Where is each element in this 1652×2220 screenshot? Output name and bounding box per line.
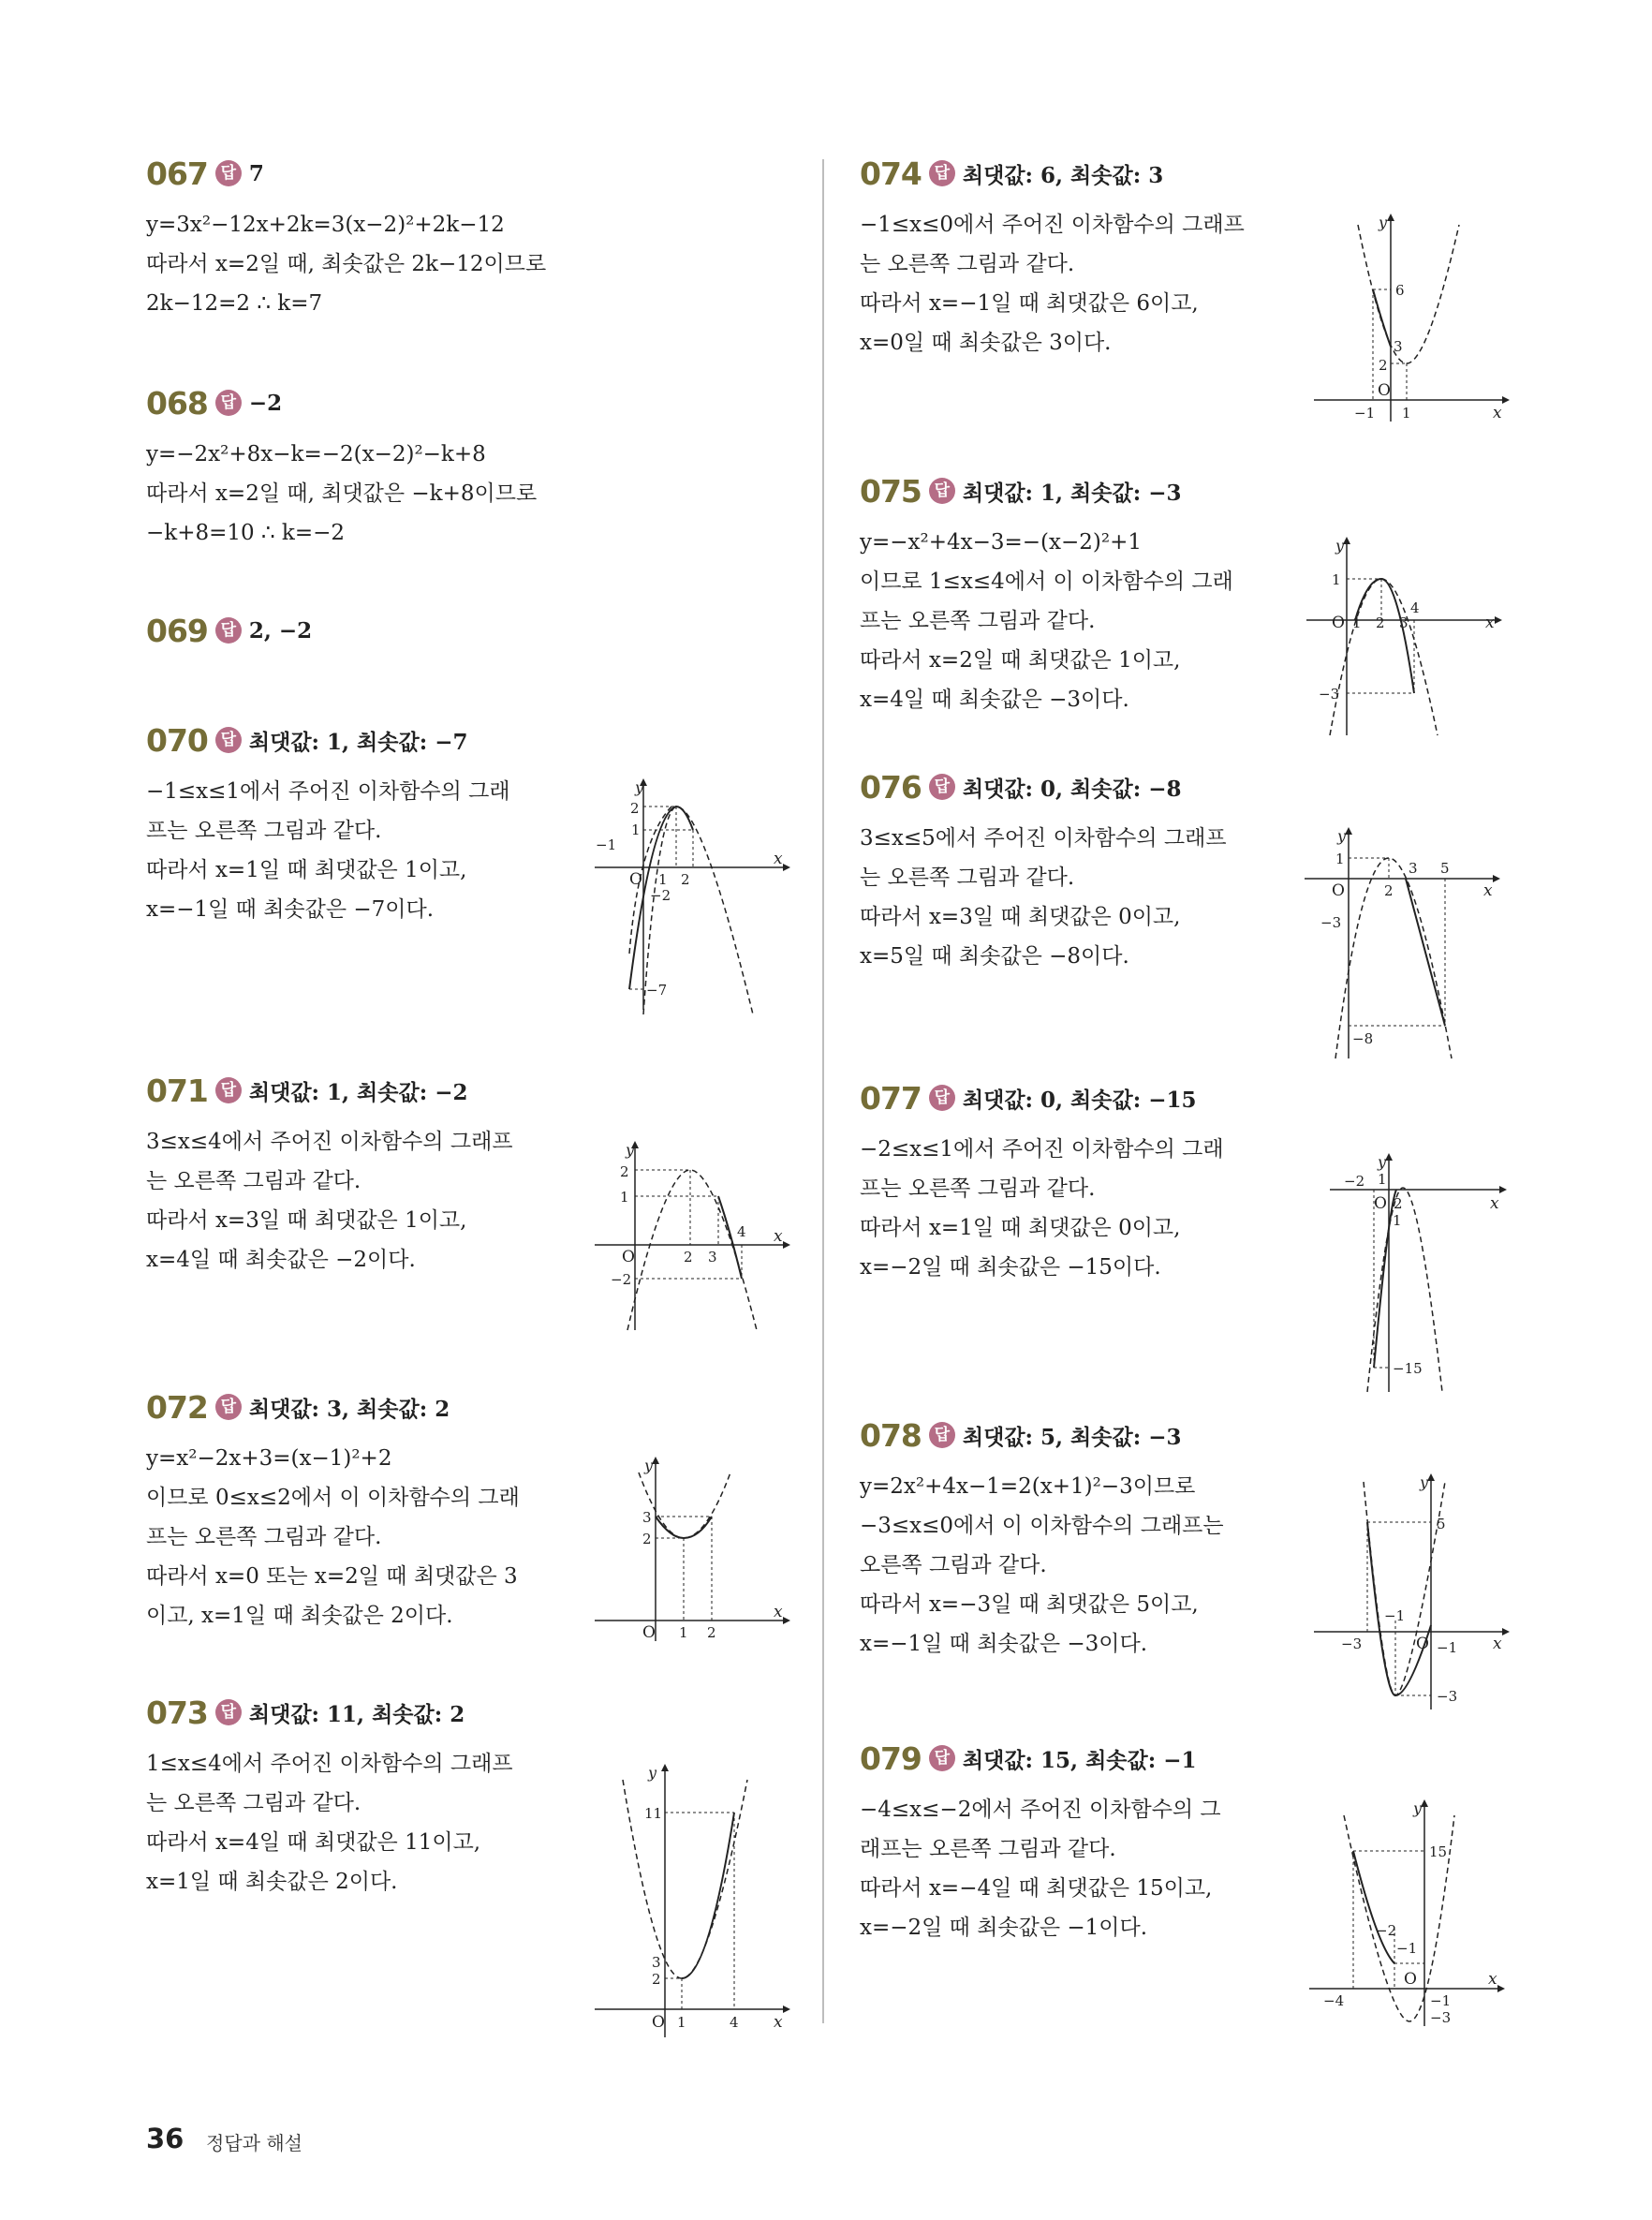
answer-badge: 답 bbox=[929, 1085, 955, 1111]
tick-label: 2 bbox=[642, 1531, 652, 1547]
problem-number: 074 bbox=[860, 155, 922, 192]
problem-number: 069 bbox=[146, 612, 208, 649]
solution-line: 따라서 x=−3일 때 최댓값은 5이고, bbox=[860, 1592, 1199, 1617]
y-axis-label: y bbox=[635, 778, 644, 796]
x-axis-label: x bbox=[1493, 404, 1502, 422]
problem-number: 079 bbox=[860, 1739, 922, 1777]
solution-line: 따라서 x=4일 때 최댓값은 11이고, bbox=[146, 1830, 481, 1855]
answer-text: 최댓값: 11, 최솟값: 2 bbox=[248, 1701, 465, 1727]
y-axis-label: y bbox=[1378, 1153, 1387, 1171]
solution-line: 프는 오른쪽 그림과 같다. bbox=[860, 1177, 1096, 1201]
tick-label: −1 bbox=[1354, 405, 1376, 422]
problem-069 bbox=[146, 610, 312, 651]
tick-label: 2 bbox=[707, 1624, 716, 1641]
tick-label: 3 bbox=[642, 1509, 652, 1526]
x-axis-label: x bbox=[774, 2013, 783, 2032]
answer-badge: 답 bbox=[215, 1699, 242, 1725]
tick-label: −3 bbox=[1341, 1635, 1363, 1652]
answer-badge: 답 bbox=[929, 160, 955, 186]
solution-line: −3≤x≤0에서 이 이차함수의 그래프는 bbox=[860, 1514, 1224, 1538]
y-axis-label: y bbox=[644, 1457, 654, 1474]
problem-number: 077 bbox=[860, 1079, 922, 1117]
tick-label: 1 bbox=[1378, 1171, 1387, 1188]
tick-label: 1 bbox=[631, 821, 641, 838]
tick-label: 2 bbox=[1379, 357, 1388, 374]
problem-number: 075 bbox=[860, 472, 922, 510]
solution-line: 프는 오른쪽 그림과 같다. bbox=[860, 609, 1096, 633]
solution-line: 따라서 x=3일 때 최댓값은 1이고, bbox=[146, 1208, 467, 1233]
tick-label: 15 bbox=[1429, 1843, 1448, 1860]
x-axis-label: x bbox=[774, 850, 783, 868]
graph-077 bbox=[1325, 1150, 1512, 1396]
solution-line: 2k−12=2 ∴ k=7 bbox=[146, 291, 323, 316]
tick-label: 3 bbox=[1399, 614, 1409, 631]
answer-text: 최댓값: 15, 최솟값: −1 bbox=[962, 1747, 1197, 1773]
graph-076 bbox=[1300, 824, 1506, 1063]
solution-line: 3≤x≤5에서 주어진 이차함수의 그래프 bbox=[860, 826, 1227, 851]
origin-label: O bbox=[1378, 381, 1391, 400]
solution-line: 따라서 x=1일 때 최댓값은 1이고, bbox=[146, 858, 467, 882]
tick-label: −7 bbox=[646, 982, 668, 999]
answer-badge: 답 bbox=[929, 478, 955, 504]
answer-badge: 답 bbox=[929, 1422, 955, 1448]
tick-label: 1 bbox=[658, 871, 668, 888]
solution-line: 따라서 x=1일 때 최댓값은 0이고, bbox=[860, 1216, 1181, 1240]
problem-078 bbox=[860, 1414, 1224, 1664]
problem-077 bbox=[860, 1077, 1224, 1287]
problem-068 bbox=[146, 382, 537, 553]
origin-label: O bbox=[1332, 614, 1345, 632]
problem-067 bbox=[146, 153, 546, 323]
solution-line: y=−2x²+8x−k=−2(x−2)²−k+8 bbox=[146, 442, 486, 466]
tick-label: −1 bbox=[1396, 1940, 1418, 1957]
y-axis-label: y bbox=[1379, 214, 1388, 231]
tick-label: 1 bbox=[1335, 851, 1345, 867]
tick-label: 2 bbox=[652, 1971, 661, 1988]
answer-text: −2 bbox=[248, 390, 283, 416]
solution-line: 래프는 오른쪽 그림과 같다. bbox=[860, 1837, 1116, 1861]
x-axis-label: x bbox=[774, 1227, 783, 1246]
solution-line: y=−x²+4x−3=−(x−2)²+1 bbox=[860, 530, 1142, 555]
origin-label: O bbox=[629, 870, 642, 889]
answer-text: 최댓값: 3, 최솟값: 2 bbox=[248, 1396, 450, 1422]
tick-label: −1 bbox=[1437, 1639, 1458, 1656]
answer-badge: 답 bbox=[215, 617, 242, 644]
tick-label: 2 bbox=[1394, 1195, 1403, 1212]
solution-line: 따라서 x=−1일 때 최댓값은 6이고, bbox=[860, 291, 1199, 316]
x-axis-label: x bbox=[1485, 614, 1495, 632]
tick-label: 3 bbox=[1394, 338, 1403, 355]
solution-line: 따라서 x=2일 때, 최댓값은 −k+8이므로 bbox=[146, 481, 538, 506]
answer-text: 7 bbox=[248, 160, 264, 186]
tick-label: −2 bbox=[1344, 1173, 1365, 1190]
page-number: 36 bbox=[146, 2123, 184, 2154]
tick-label: −1 bbox=[1430, 1992, 1452, 2009]
graph-074 bbox=[1309, 211, 1515, 426]
problem-number: 073 bbox=[146, 1694, 208, 1731]
tick-label: 5 bbox=[1437, 1516, 1446, 1532]
origin-label: O bbox=[1374, 1194, 1387, 1213]
tick-label: 1 bbox=[1402, 405, 1411, 422]
solution-line: 따라서 x=2일 때 최댓값은 1이고, bbox=[860, 648, 1181, 673]
answer-text: 최댓값: 1, 최솟값: −3 bbox=[962, 480, 1182, 506]
origin-label: O bbox=[1332, 881, 1345, 900]
problem-number: 067 bbox=[146, 155, 208, 192]
solution-line: y=x²−2x+3=(x−1)²+2 bbox=[146, 1446, 392, 1471]
answer-text: 최댓값: 0, 최솟값: −8 bbox=[962, 776, 1182, 802]
solution-line: y=3x²−12x+2k=3(x−2)²+2k−12 bbox=[146, 213, 505, 237]
solution-line: x=5일 때 최솟값은 −8이다. bbox=[860, 944, 1129, 969]
solution-line: 는 오른쪽 그림과 같다. bbox=[146, 1791, 361, 1815]
answer-badge: 답 bbox=[929, 774, 955, 800]
problem-number: 076 bbox=[860, 768, 922, 806]
answer-badge: 답 bbox=[929, 1745, 955, 1771]
problem-075 bbox=[860, 470, 1233, 719]
problem-number: 071 bbox=[146, 1072, 208, 1109]
solution-line: 는 오른쪽 그림과 같다. bbox=[146, 1169, 361, 1193]
graph-075 bbox=[1302, 534, 1508, 740]
solution-line: x=−1일 때 최솟값은 −7이다. bbox=[146, 897, 435, 922]
y-axis-label: y bbox=[626, 1141, 635, 1159]
tick-label: 1 bbox=[620, 1189, 629, 1206]
answer-text: 최댓값: 1, 최솟값: −7 bbox=[248, 729, 468, 755]
graph-079 bbox=[1305, 1797, 1511, 2031]
x-axis-label: x bbox=[1483, 881, 1493, 900]
tick-label: 4 bbox=[730, 2014, 739, 2031]
tick-label: −3 bbox=[1430, 2009, 1452, 2026]
footer-title: 정답과 해설 bbox=[206, 2132, 302, 2154]
solution-line: 따라서 x=−4일 때 최댓값은 15이고, bbox=[860, 1876, 1213, 1901]
tick-label: 11 bbox=[644, 1805, 663, 1822]
x-axis-label: x bbox=[774, 1603, 783, 1621]
tick-label: −1 bbox=[596, 836, 617, 853]
y-axis-label: y bbox=[1337, 827, 1347, 845]
solution-line: −4≤x≤−2에서 주어진 이차함수의 그 bbox=[860, 1798, 1221, 1822]
tick-label: 2 bbox=[684, 1249, 693, 1265]
solution-line: 프는 오른쪽 그림과 같다. bbox=[146, 819, 382, 843]
tick-label: 2 bbox=[630, 800, 640, 817]
solution-line: x=−1일 때 최솟값은 −3이다. bbox=[860, 1632, 1148, 1656]
solution-line: −1≤x≤1에서 주어진 이차함수의 그래 bbox=[146, 779, 510, 804]
answer-text: 최댓값: 0, 최솟값: −15 bbox=[962, 1087, 1197, 1113]
solution-line: 이고, x=1일 때 최솟값은 2이다. bbox=[146, 1604, 453, 1628]
tick-label: −1 bbox=[1384, 1607, 1406, 1624]
solution-line: x=4일 때 최솟값은 −3이다. bbox=[860, 688, 1129, 712]
solution-line: 이므로 0≤x≤2에서 이 이차함수의 그래 bbox=[146, 1486, 520, 1510]
solution-line: x=0일 때 최솟값은 3이다. bbox=[860, 331, 1112, 355]
origin-label: O bbox=[652, 2013, 665, 2032]
problem-number: 078 bbox=[860, 1416, 922, 1454]
solution-line: x=1일 때 최솟값은 2이다. bbox=[146, 1870, 398, 1894]
tick-label: −3 bbox=[1437, 1688, 1458, 1705]
tick-label: 4 bbox=[737, 1223, 746, 1240]
graph-078 bbox=[1309, 1471, 1515, 1714]
tick-label: −15 bbox=[1393, 1360, 1423, 1377]
y-axis-label: y bbox=[648, 1764, 657, 1782]
solution-line: 오른쪽 그림과 같다. bbox=[860, 1553, 1047, 1577]
tick-label: 2 bbox=[1384, 882, 1394, 899]
answer-badge: 답 bbox=[215, 390, 242, 416]
problem-070 bbox=[146, 719, 510, 929]
tick-label: 1 bbox=[1393, 1212, 1402, 1229]
graph-073 bbox=[590, 1761, 796, 2042]
solution-line: −1≤x≤0에서 주어진 이차함수의 그래프 bbox=[860, 213, 1245, 237]
graph-072 bbox=[590, 1454, 796, 1646]
tick-label: −8 bbox=[1352, 1030, 1374, 1047]
answer-text: 최댓값: 1, 최솟값: −2 bbox=[248, 1079, 468, 1105]
solution-line: 프는 오른쪽 그림과 같다. bbox=[146, 1525, 382, 1549]
tick-label: −4 bbox=[1323, 1992, 1345, 2009]
answer-badge: 답 bbox=[215, 1394, 242, 1420]
problem-number: 070 bbox=[146, 721, 208, 759]
tick-label: 1 bbox=[679, 1624, 688, 1641]
answer-text: 최댓값: 5, 최솟값: −3 bbox=[962, 1424, 1182, 1450]
problem-071 bbox=[146, 1070, 513, 1280]
tick-label: 1 bbox=[1332, 571, 1341, 588]
tick-label: 3 bbox=[708, 1249, 717, 1265]
solution-line: 3≤x≤4에서 주어진 이차함수의 그래프 bbox=[146, 1130, 513, 1154]
answer-badge: 답 bbox=[215, 1077, 242, 1103]
answer-text: 최댓값: 6, 최솟값: 3 bbox=[962, 162, 1164, 188]
x-axis-label: x bbox=[1488, 1970, 1497, 1989]
tick-label: −2 bbox=[611, 1271, 632, 1288]
solution-line: 따라서 x=2일 때, 최솟값은 2k−12이므로 bbox=[146, 252, 547, 276]
solution-line: x=4일 때 최솟값은 −2이다. bbox=[146, 1248, 416, 1272]
solution-line: 는 오른쪽 그림과 같다. bbox=[860, 252, 1075, 276]
column-divider bbox=[822, 159, 824, 2023]
solution-line: 이므로 1≤x≤4에서 이 이차함수의 그래 bbox=[860, 570, 1233, 594]
solution-line: 1≤x≤4에서 주어진 이차함수의 그래프 bbox=[146, 1752, 513, 1776]
tick-label: 3 bbox=[1409, 860, 1418, 877]
solution-line: 따라서 x=0 또는 x=2일 때 최댓값은 3 bbox=[146, 1564, 518, 1589]
graph-071 bbox=[590, 1138, 796, 1335]
solution-line: 는 오른쪽 그림과 같다. bbox=[860, 866, 1075, 890]
tick-label: −3 bbox=[1320, 914, 1342, 931]
origin-label: O bbox=[622, 1248, 635, 1266]
graph-070 bbox=[590, 776, 796, 1014]
problem-number: 068 bbox=[146, 384, 208, 422]
answer-badge: 답 bbox=[215, 160, 242, 186]
tick-label: 3 bbox=[652, 1954, 661, 1971]
tick-label: 2 bbox=[681, 871, 690, 888]
x-axis-label: x bbox=[1493, 1635, 1502, 1653]
problem-076 bbox=[860, 766, 1227, 976]
y-axis-label: y bbox=[1335, 537, 1345, 555]
origin-label: O bbox=[1404, 1970, 1417, 1989]
solution-line: y=2x²+4x−1=2(x+1)²−3이므로 bbox=[860, 1474, 1196, 1499]
x-axis-label: x bbox=[1490, 1194, 1499, 1213]
tick-label: 1 bbox=[1352, 614, 1362, 631]
problem-072 bbox=[146, 1386, 520, 1635]
origin-label: O bbox=[642, 1623, 656, 1642]
y-axis-label: y bbox=[1413, 1799, 1423, 1817]
problem-073 bbox=[146, 1692, 513, 1902]
y-axis-label: y bbox=[1420, 1473, 1429, 1491]
solution-line: x=−2일 때 최솟값은 −15이다. bbox=[860, 1255, 1161, 1280]
problem-074 bbox=[860, 153, 1245, 363]
tick-label: −3 bbox=[1319, 686, 1340, 703]
tick-label: −2 bbox=[1376, 1922, 1397, 1939]
tick-label: −2 bbox=[650, 887, 671, 904]
solution-line: −k+8=10 ∴ k=−2 bbox=[146, 521, 346, 545]
answer-badge: 답 bbox=[215, 727, 242, 753]
solution-line: 따라서 x=3일 때 최댓값은 0이고, bbox=[860, 905, 1181, 929]
solution-line: x=−2일 때 최솟값은 −1이다. bbox=[860, 1916, 1148, 1940]
tick-label: 6 bbox=[1395, 282, 1405, 299]
tick-label: 5 bbox=[1440, 860, 1450, 877]
solution-line: −2≤x≤1에서 주어진 이차함수의 그래 bbox=[860, 1137, 1224, 1162]
tick-label: 2 bbox=[620, 1163, 629, 1180]
tick-label: 2 bbox=[1376, 614, 1385, 631]
origin-label: O bbox=[1416, 1635, 1429, 1653]
answer-text: 2, −2 bbox=[248, 617, 313, 644]
tick-label: 1 bbox=[677, 2014, 686, 2031]
problem-number: 072 bbox=[146, 1388, 208, 1426]
tick-label: 4 bbox=[1410, 599, 1420, 616]
problem-079 bbox=[860, 1738, 1221, 1947]
